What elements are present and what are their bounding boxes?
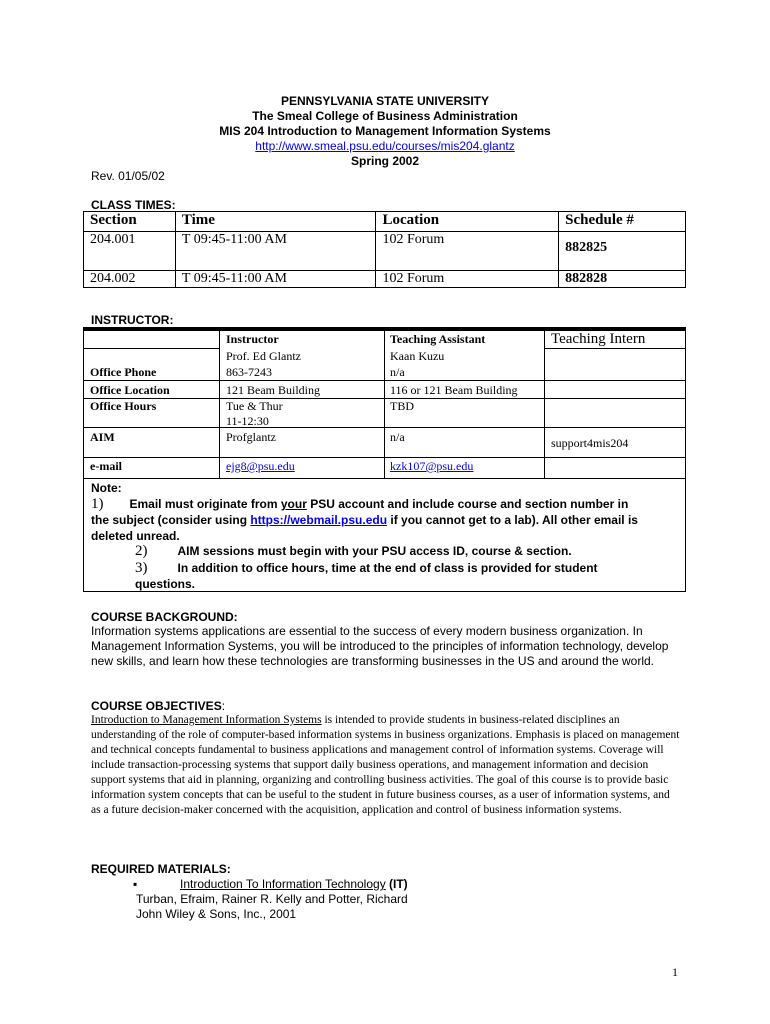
note-1	[91, 496, 676, 544]
instructor-phone: 863-7243	[226, 365, 272, 379]
column-header: Section	[84, 212, 176, 232]
section-cell: 204.001	[84, 232, 176, 271]
class-times-table	[83, 211, 686, 288]
note-2-text: AIM sessions must begin with your PSU access ID, course & section.	[177, 544, 572, 558]
course-url-row	[0, 139, 770, 153]
objectives-course-name: Introduction to Management Information Systems	[91, 714, 322, 726]
revision-date: Rev. 01/05/02	[91, 169, 165, 183]
aim-label: AIM	[90, 430, 115, 444]
schedule-cell: 882825	[559, 232, 686, 271]
instructor-aim: Profglantz	[226, 430, 276, 444]
ta-hours: TBD	[390, 399, 414, 413]
note-3-text: questions.	[135, 577, 196, 591]
instructor-column-header: Instructor	[226, 332, 279, 346]
location-cell: 102 Forum	[376, 271, 559, 288]
instructor-email-link[interactable]: ejg8@psu.edu	[226, 459, 295, 473]
book-authors: Turban, Efraim, Rainer R. Kelly and Potter, Richard	[136, 892, 408, 906]
webmail-link[interactable]: https://webmail.psu.edu	[250, 513, 388, 527]
page-number: 1	[672, 965, 678, 979]
objectives-colon: :	[221, 699, 226, 713]
note-label: Note:	[91, 481, 122, 495]
schedule-cell: 882828	[559, 271, 686, 288]
time-cell: T 09:45-11:00 AM	[175, 271, 376, 288]
column-header: Schedule #	[559, 212, 686, 232]
intern-column-header: Teaching Intern	[551, 331, 646, 347]
instructor-table	[83, 327, 686, 592]
objectives-text	[91, 713, 681, 818]
note-3-text: In addition to office hours, time at the end of class is provided for student	[177, 561, 598, 575]
note-2-number: 2)	[135, 543, 148, 559]
instructor-location: 121 Beam Building	[226, 383, 320, 397]
section-cell: 204.002	[84, 271, 176, 288]
ta-aim: n/a	[390, 430, 405, 444]
book-abbr: (IT)	[385, 877, 408, 891]
objectives-title-row	[91, 699, 225, 713]
note-1-emphasis: your	[280, 497, 307, 511]
divider	[219, 328, 220, 478]
course-title: MIS 204 Introduction to Management Information Systems	[219, 124, 551, 138]
book-publisher: John Wiley & Sons, Inc., 2001	[136, 907, 297, 921]
intern-aim: support4mis204	[551, 436, 629, 450]
column-header: Location	[376, 212, 559, 232]
divider	[84, 457, 685, 458]
divider	[84, 398, 685, 399]
divider	[84, 478, 685, 479]
ta-email-link[interactable]: kzk107@psu.edu	[390, 459, 474, 473]
ta-phone: n/a	[390, 365, 405, 379]
background-text: Information systems applications are essential to the success of every modern business organization. In Management Information Systems, you will be introduced to the principles of information technology, develop new skills, and learn how these technologies are transforming businesses in the US and around the world.	[91, 624, 669, 668]
office-phone-label: Office Phone	[90, 365, 157, 379]
instructor-title: INSTRUCTOR:	[91, 313, 174, 327]
note-1-number: 1)	[91, 496, 104, 512]
book-title: Introduction To Information Technology	[180, 877, 386, 891]
divider	[84, 380, 685, 381]
divider	[544, 328, 545, 478]
ta-email-cell	[390, 458, 473, 474]
book-title-row	[180, 877, 408, 891]
university-name: PENNSYLVANIA STATE UNIVERSITY	[280, 94, 490, 108]
column-header: Time	[175, 212, 376, 232]
note-2	[135, 543, 572, 559]
objectives-title: COURSE OBJECTIVES	[91, 699, 222, 713]
note-1-text: the subject (consider using	[91, 513, 251, 527]
instructor-name: Prof. Ed Glantz	[226, 349, 301, 363]
ta-name: Kaan Kuzu	[390, 349, 445, 363]
materials-title: REQUIRED MATERIALS:	[91, 862, 231, 876]
divider	[544, 348, 685, 349]
note-3-number: 3)	[135, 560, 148, 576]
objectives-body: is intended to provide students in business-related disciplines an understanding of the role of computer-based information systems in business organizations. Emphasis is placed on management and technical concepts fundamental to business applications and management control of information systems. Coverage will include transaction-processing systems that support daily business operations, and management information and decision support systems that aid in planning, organizing and controlling business activities. The goal of this course is to provide basic information system concepts that can be useful to the student in future business courses, as a user of information systems, and as a future decision-maker concerned with the acquisition, application and control of business information systems.	[91, 714, 680, 816]
divider	[84, 427, 685, 428]
divider	[384, 328, 385, 478]
note-1-text: Email must originate from	[129, 497, 281, 511]
note-3	[135, 560, 598, 592]
instructor-email-cell	[226, 458, 295, 474]
table-row	[84, 232, 686, 271]
location-cell: 102 Forum	[376, 232, 559, 271]
ta-location: 116 or 121 Beam Building	[390, 383, 518, 397]
note-1-text: if you cannot get to a lab). All other email is	[387, 513, 638, 527]
course-url-link[interactable]: http://www.smeal.psu.edu/courses/mis204.glantz	[255, 139, 515, 153]
ta-column-header: Teaching Assistant	[390, 332, 486, 346]
class-times-header-row	[84, 212, 686, 232]
office-location-label: Office Location	[90, 383, 170, 397]
instructor-hours: Tue & Thur	[226, 399, 283, 413]
instructor-hours-time: 11-12:30	[226, 414, 269, 428]
email-label: e-mail	[90, 459, 122, 473]
book-bullet: ▪	[133, 877, 138, 891]
note-1-text: PSU account and include course and section number in	[306, 497, 629, 511]
background-title: COURSE BACKGROUND:	[91, 610, 238, 624]
table-row	[84, 271, 686, 288]
college-name: The Smeal College of Business Administration	[252, 109, 518, 123]
time-cell: T 09:45-11:00 AM	[175, 232, 376, 271]
term: Spring 2002	[350, 154, 420, 168]
class-times-title: CLASS TIMES:	[91, 198, 176, 212]
note-1-text: deleted unread.	[91, 529, 180, 543]
divider	[84, 348, 219, 349]
office-hours-label: Office Hours	[90, 399, 157, 413]
